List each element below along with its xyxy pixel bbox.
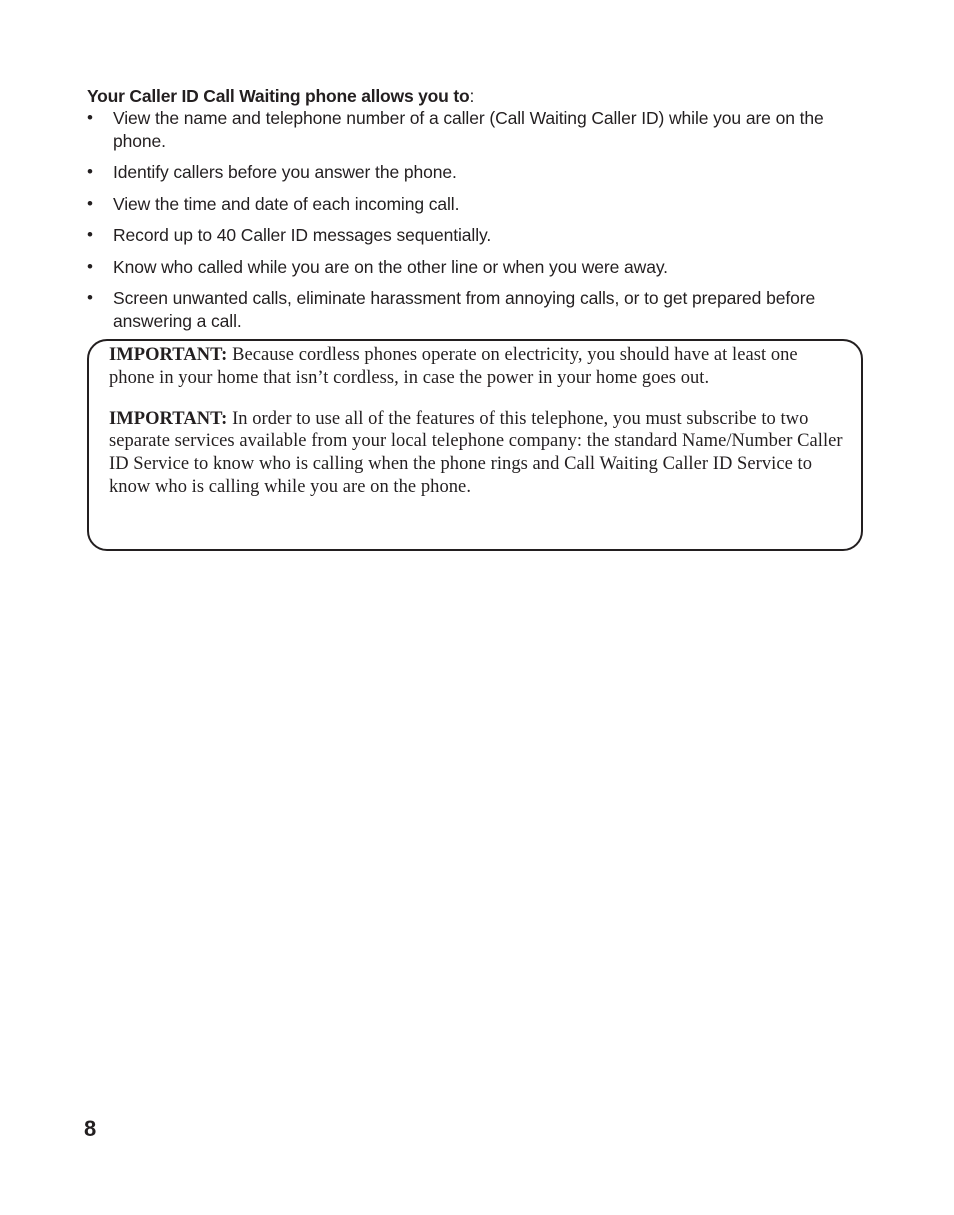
list-item	[87, 161, 877, 184]
list-item	[87, 256, 877, 279]
list-item	[87, 193, 877, 216]
feature-list	[87, 107, 877, 341]
bullet-icon: •	[87, 193, 93, 213]
important-notice-box	[87, 339, 863, 551]
features-intro-heading: Your Caller ID Call Waiting phone allows you to	[87, 86, 470, 106]
bullet-icon: •	[87, 162, 93, 181]
important-notice-power	[109, 344, 847, 390]
bullet-icon: •	[87, 288, 93, 307]
page-number: 8	[84, 1116, 97, 1141]
feature-text: Record up to 40 Caller ID messages sequentially.	[113, 225, 492, 245]
list-item	[87, 287, 877, 332]
bullet-icon: •	[87, 256, 93, 276]
feature-text: View the time and date of each incoming call.	[113, 193, 460, 214]
notice-text: In order to use all of the features of this telephone, you must subscribe to two separate services available from your local telephone company: the standard Name/Number Caller ID Service to know who is calling when the phone rings and Call Waiting Caller ID Service to know who is calling while you are on the phone.	[109, 408, 843, 497]
feature-text: View the name and telephone number of a caller (Call Waiting Caller ID) while you are on the phone.	[113, 108, 824, 151]
features-intro	[87, 85, 867, 107]
notice-text: Because cordless phones operate on electricity, you should have at least one phone in your home that isn’t cordless, in case the power in your home goes out.	[109, 345, 798, 388]
list-item	[87, 107, 877, 152]
feature-text: Identify callers before you answer the phone.	[113, 162, 457, 182]
bullet-icon: •	[87, 108, 93, 127]
bullet-icon: •	[87, 225, 93, 244]
features-intro-colon: :	[469, 86, 475, 106]
important-label: IMPORTANT:	[109, 408, 228, 429]
feature-text: Screen unwanted calls, eliminate harassment from annoying calls, or to get prepared before answering a call.	[113, 288, 816, 331]
feature-text: Know who called while you are on the other line or when you were away.	[113, 256, 668, 277]
important-notice-services	[109, 408, 847, 499]
list-item	[87, 224, 877, 247]
important-label: IMPORTANT:	[109, 345, 228, 365]
